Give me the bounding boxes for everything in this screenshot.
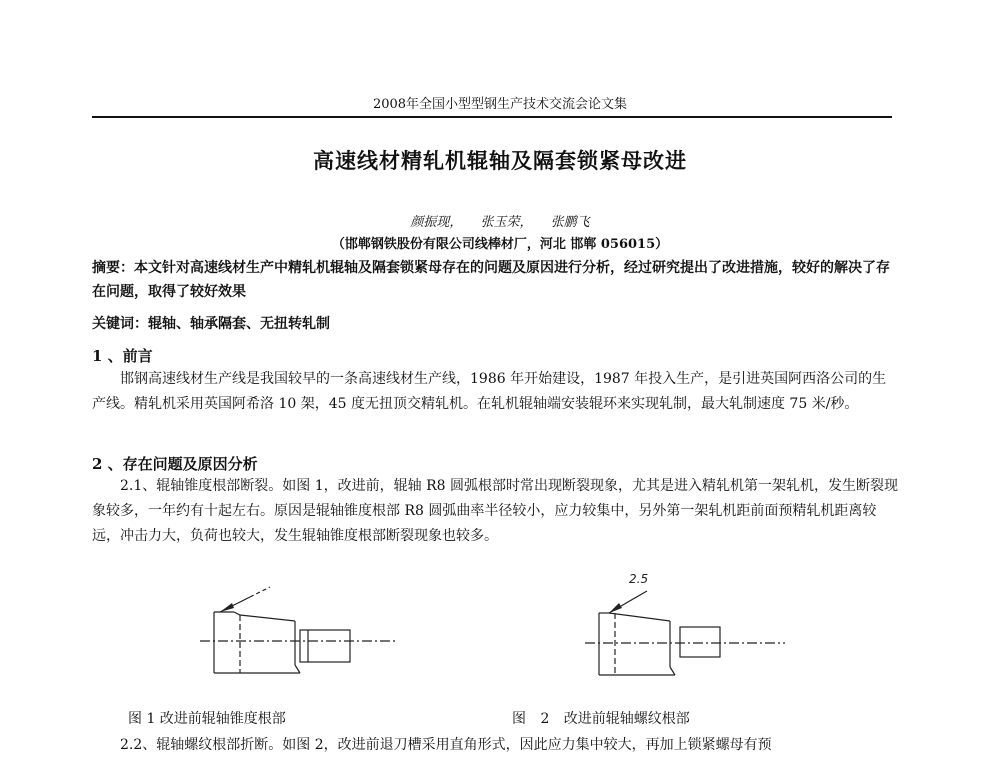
paper-title: 高速线材精轧机辊轴及隔套锁紧母改进 [313,148,687,173]
header-rule [92,116,892,118]
abstract-label: 摘要： [92,260,134,276]
keywords-label: 关键词： [92,316,148,332]
figure-2-caption: 图 2 改进前辊轴螺纹根部 [512,711,690,727]
figure-1-drawing [200,575,400,685]
abstract-text: 本文针对高速线材生产中精轧机辊轴及隔套锁紧母存在的问题及原因进行分析，经过研究提出了改进措施，较好的解决了存在问题，取得了较好效果 [92,260,890,300]
paragraph-intro: 邯钢高速线材生产线是我国较早的一条高速线材生产线，1986 年开始建设，1987 年投入生产，是引进英国阿西洛公司的生产线。精轧机采用英国阿希洛 10 架，45 度无扭顶交精轧机。在轧机辊轴端安装辊环来实现轧制，最大轧制速度 75 米/秒。 [92,371,887,412]
affiliation: （邯郸钢铁股份有限公司线棒材厂，河北 邯郸 056015） [331,237,669,252]
abstract [92,256,900,304]
figure-1-caption: 图 1 改进前辊轴锥度根部 [128,711,286,727]
figure-2-drawing [585,565,785,685]
paragraph-2-2: 2.2、辊轴螺纹根部折断。如图 2，改进前退刀槽采用直角形式，因此应力集中较大，再加上锁紧螺母有预 [120,737,772,753]
authors: 颜振现， 张玉荣， 张鹏飞 [410,215,590,230]
paragraph-2-1: 2.1、辊轴锥度根部断裂。如图 1，改进前，辊轴 R8 圆弧根部时常出现断裂现象，尤其是进入精轧机第一架轧机，发生断裂现象较多，一年约有十起左右。原因是辊轴锥度根部 R8 圆弧曲率半径较小，应力较集中，另外第一架轧机距前面预精轧机距离较远，冲击力大，负荷也较大，发生辊轴锥度根部断裂现象也较多。 [92,478,898,544]
keywords [92,313,900,333]
section-heading-intro: 1 、前言 [92,347,153,365]
section-heading-problems: 2 、存在问题及原因分析 [92,455,258,473]
keywords-text: 辊轴、轴承隔套、无扭转轧制 [148,316,330,332]
running-header: 2008年全国小型型钢生产技术交流会论文集 [372,97,628,112]
figure-2-annotation: 2.5 [629,572,649,586]
